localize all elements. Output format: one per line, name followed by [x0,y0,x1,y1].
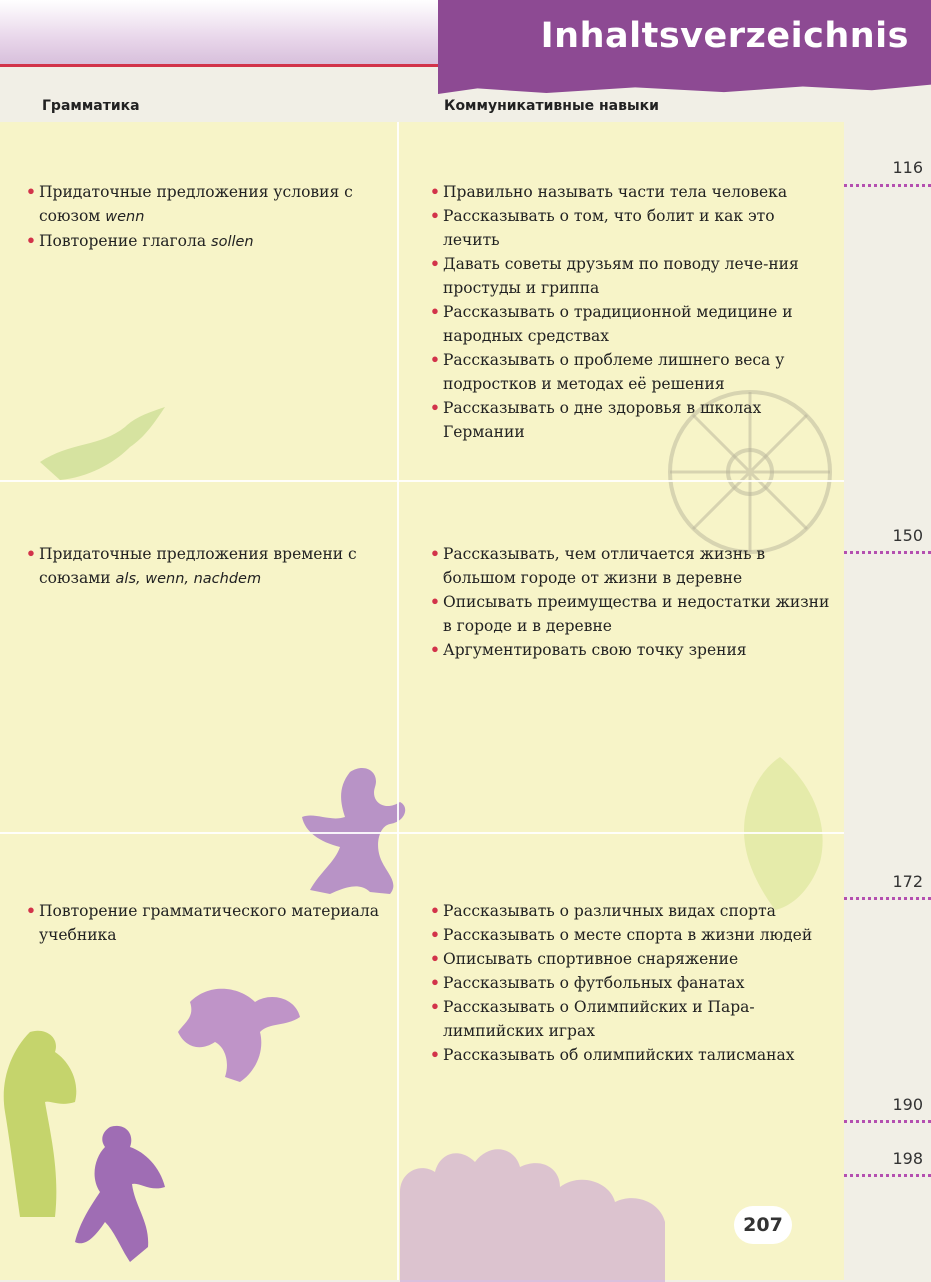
page-number-198: 198 [892,1149,923,1168]
grammar-item: • Повторение глагола sollen [26,229,388,254]
breakdancer-silhouette-icon [170,972,310,1092]
dotted-leader [844,1174,931,1177]
dotted-leader [844,551,931,554]
skills-list [430,542,830,662]
skill-item: • Рассказывать о футбольных фанатах [430,971,830,995]
dotted-leader [844,897,931,900]
page-number-150: 150 [892,526,923,545]
header-gradient-strip [0,0,440,64]
figure-silhouette-icon [0,1022,90,1222]
skill-item: • Описывать спортивное снаряжение [430,947,830,971]
page-number-190: 190 [892,1095,923,1114]
audience-silhouette-icon [380,1072,680,1282]
skill-item: • Рассказывать о том, что болит и как это лечить [430,204,830,252]
skill-item: • Рассказывать о месте спорта в жизни людей [430,923,830,947]
skill-item: • Рассказывать о различных видах спорта [430,899,830,923]
page-title: Inhaltsverzeichnis [540,16,909,56]
grammar-list [26,899,388,947]
dotted-leader [844,184,931,187]
skill-item: • Рассказывать об олимпийских талисманах [430,1043,830,1067]
grammar-list [26,542,388,591]
grammar-list [26,180,388,254]
grammar-item: • Повторение грамматического материала учебника [26,899,388,947]
folio-page-number: 207 [734,1206,792,1244]
skill-item: • Рассказывать о проблеме лишнего веса у подростков и методах её решения [430,348,830,396]
section-divider [0,480,844,482]
column-divider [397,122,399,1280]
section-divider [0,832,844,834]
skill-item: • Описывать преимущества и недостатки жизни в городе и в деревне [430,590,830,638]
skill-item: • Рассказывать, чем отличается жизнь в большом городе от жизни в деревне [430,542,830,590]
page-number-116: 116 [892,158,923,177]
skills-list [430,899,830,1067]
skill-item: • Рассказывать о Олимпийских и Пара-лимпийских играх [430,995,830,1043]
skill-item: • Давать советы друзьям по поводу лече-ния простуды и гриппа [430,252,830,300]
header-rule [0,64,440,67]
skill-item: • Аргументировать свою точку зрения [430,638,830,662]
grammar-item: • Придаточные предложения условия с союзом wenn [26,180,388,229]
skills-list [430,180,830,444]
skill-item: • Правильно называть части тела человека [430,180,830,204]
skill-item: • Рассказывать о дне здоровья в школах Германии [430,396,830,444]
skill-item: • Рассказывать о традиционной медицине и народных средствах [430,300,830,348]
page-number-172: 172 [892,872,923,891]
grammar-item: • Придаточные предложения времени с союзами als, wenn, nachdem [26,542,388,591]
bird-silhouette-icon [30,402,170,492]
skills-column-heading: Коммуникативные навыки [444,98,659,114]
grammar-column-heading: Грамматика [42,98,140,114]
dotted-leader [844,1120,931,1123]
